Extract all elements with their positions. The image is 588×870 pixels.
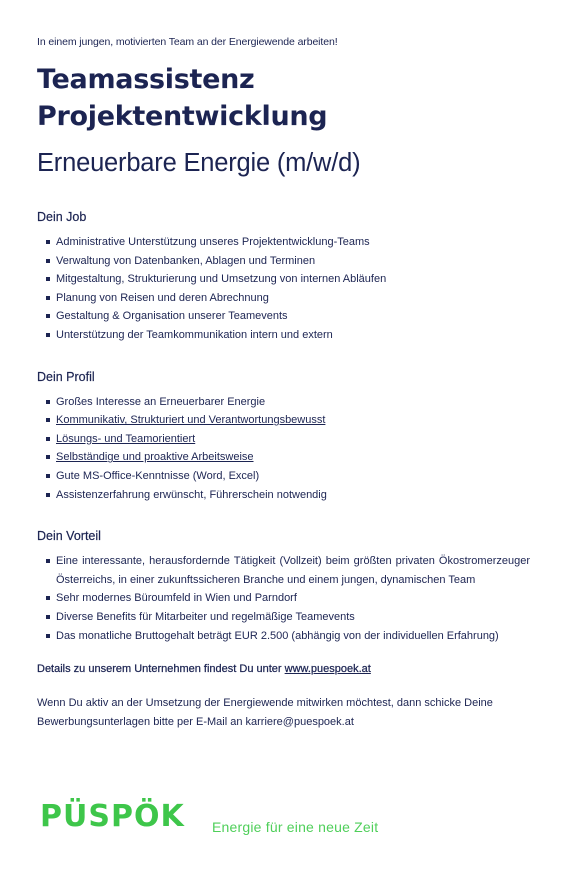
list-item <box>46 411 530 430</box>
page-subtitle: Erneuerbare Energie (m/w/d) <box>37 149 361 177</box>
list-item: Diverse Benefits für Mitarbeiter und regelmäßige Teamevents <box>46 608 530 627</box>
profil-list <box>46 393 530 505</box>
section-heading-vorteil: Dein Vorteil <box>37 529 101 544</box>
title-line-1: Teamassistenz <box>37 64 255 95</box>
job-list <box>46 233 530 345</box>
puespoek-logo: PÜSPÖK <box>40 799 185 834</box>
list-item: Sehr modernes Büroumfeld in Wien und Parndorf <box>46 589 530 608</box>
list-item-text: Kommunikativ, Strukturiert und Verantwortungsbewusst <box>56 414 326 427</box>
list-item-text: Selbständige und proaktive Arbeitsweise <box>56 451 254 464</box>
application-instructions: Wenn Du aktiv an der Umsetzung der Energiewende mitwirken möchtest, dann schicke Deine Bewerbungsunterlagen bitte per E-Mail an karriere@puespoek.at <box>37 697 493 729</box>
list-item: Unterstützung der Teamkommunikation intern und extern <box>46 326 530 345</box>
title-line-2: Projektentwicklung <box>37 101 328 132</box>
page-title <box>37 61 530 135</box>
list-item: Gute MS-Office-Kenntnisse (Word, Excel) <box>46 467 530 486</box>
list-item <box>46 430 530 449</box>
vorteil-list <box>46 552 530 645</box>
company-details <box>37 663 530 675</box>
list-item: Mitgestaltung, Strukturierung und Umsetzung von internen Abläufen <box>46 270 530 289</box>
company-website-link[interactable]: www.puespoek.at <box>284 663 371 676</box>
list-item: Administrative Unterstützung unseres Projektentwicklung-Teams <box>46 233 530 252</box>
list-item: Eine interessante, herausfordernde Tätigkeit (Vollzeit) beim größten privaten Ökostromerzeuger Österreichs, in einer zukunftssicheren Branche und einem jungen, dynamischen Team <box>46 552 530 589</box>
list-item: Das monatliche Bruttogehalt beträgt EUR 2.500 (abhängig von der individuellen Erfahrung) <box>46 627 530 646</box>
list-item <box>46 448 530 467</box>
list-item-text: Lösungs- und Teamorientiert <box>56 432 196 445</box>
list-item: Planung von Reisen und deren Abrechnung <box>46 289 530 308</box>
details-text: Details zu unserem Unternehmen findest Du unter <box>37 663 285 676</box>
job-posting <box>37 36 530 732</box>
list-item: Assistenzerfahrung erwünscht, Führerschein notwendig <box>46 486 530 505</box>
footer <box>40 800 540 840</box>
list-item: Gestaltung & Organisation unserer Teamevents <box>46 307 530 326</box>
list-item: Großes Interesse an Erneuerbarer Energie <box>46 393 530 412</box>
list-item: Verwaltung von Datenbanken, Ablagen und Terminen <box>46 252 530 271</box>
tagline: In einem jungen, motivierten Team an der Energiewende arbeiten! <box>37 36 338 48</box>
brand-claim: Energie für eine neue Zeit <box>212 819 379 835</box>
section-heading-profil: Dein Profil <box>37 369 95 384</box>
section-heading-job: Dein Job <box>37 210 87 224</box>
